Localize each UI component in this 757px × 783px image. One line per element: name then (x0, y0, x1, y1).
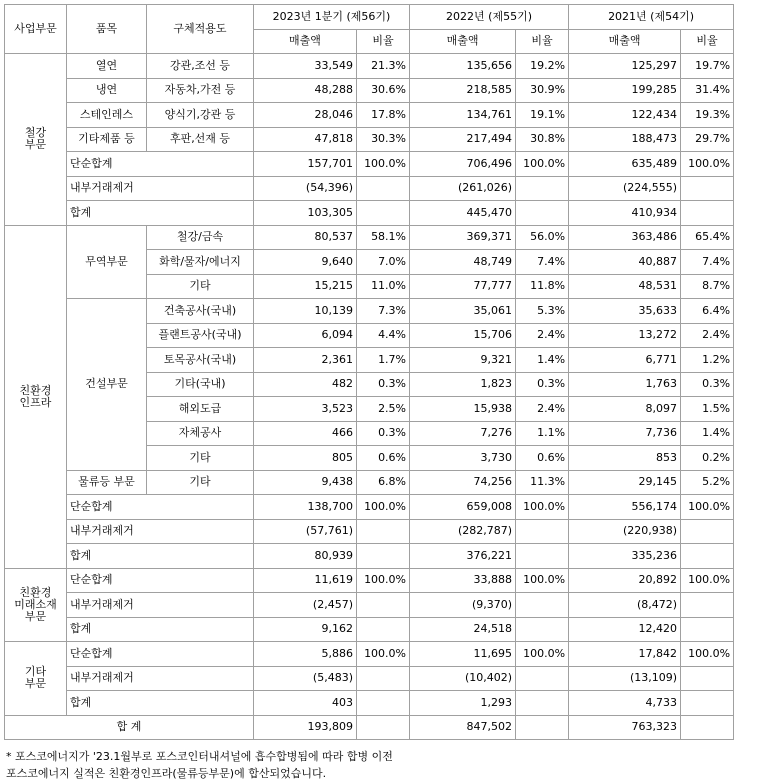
table-body (5, 5, 734, 740)
sales-value: 20,892 (569, 568, 681, 593)
sales-value: 376,221 (410, 544, 516, 569)
segment-label (5, 225, 67, 568)
ratio-value: 31.4% (681, 78, 734, 103)
ratio-value: 100.0% (516, 568, 569, 593)
ratio-value: 2.5% (357, 397, 410, 422)
ratio-value: 21.3% (357, 54, 410, 79)
internal-elim-row (5, 666, 734, 691)
ratio-value (516, 691, 569, 716)
row-label: 내부거래제거 (67, 176, 254, 201)
ratio-value: 7.4% (681, 250, 734, 275)
sales-value: 35,061 (410, 299, 516, 324)
ratio-value (357, 593, 410, 618)
sales-value: 217,494 (410, 127, 516, 152)
sales-value: 6,094 (254, 323, 357, 348)
ratio-value (516, 666, 569, 691)
table-row (5, 78, 734, 103)
sales-value: (8,472) (569, 593, 681, 618)
total-row (5, 201, 734, 226)
usage-cell: 화학/물자/에너지 (147, 250, 254, 275)
row-label: 내부거래제거 (67, 519, 254, 544)
ratio-value: 30.8% (516, 127, 569, 152)
ratio-value: 100.0% (516, 495, 569, 520)
segment-label-line: 부문 (24, 677, 47, 691)
sales-value: 2,361 (254, 348, 357, 373)
ratio-value: 100.0% (357, 568, 410, 593)
sales-value: 9,438 (254, 470, 357, 495)
grand-total-label: 합 계 (5, 715, 254, 740)
usage-cell: 건축공사(국내) (147, 299, 254, 324)
segment-label-line: 친환경 (19, 585, 52, 599)
header-period-2021: 2021년 (제54기) (569, 5, 734, 30)
ratio-value: 2.4% (516, 323, 569, 348)
sales-value: (57,761) (254, 519, 357, 544)
sales-value: 47,818 (254, 127, 357, 152)
sales-value: 74,256 (410, 470, 516, 495)
ratio-value: 100.0% (357, 495, 410, 520)
sales-value: 4,733 (569, 691, 681, 716)
item-cell: 물류등 부문 (67, 470, 147, 495)
ratio-value: 1.4% (681, 421, 734, 446)
internal-elim-row (5, 176, 734, 201)
sales-table (4, 4, 734, 740)
ratio-value: 0.3% (516, 372, 569, 397)
ratio-value (357, 617, 410, 642)
segment-label-line: 친환경 (19, 383, 52, 397)
ratio-value: 11.0% (357, 274, 410, 299)
item-cell: 열연 (67, 54, 147, 79)
header-row-1 (5, 5, 734, 30)
ratio-value: 100.0% (516, 642, 569, 667)
sales-value: 9,162 (254, 617, 357, 642)
usage-cell: 기타 (147, 470, 254, 495)
ratio-value: 100.0% (357, 642, 410, 667)
sales-value: 199,285 (569, 78, 681, 103)
ratio-value: 56.0% (516, 225, 569, 250)
ratio-value: 5.2% (681, 470, 734, 495)
sales-value: 466 (254, 421, 357, 446)
usage-cell: 후판,선재 등 (147, 127, 254, 152)
ratio-value: 1.1% (516, 421, 569, 446)
sales-value: 40,887 (569, 250, 681, 275)
ratio-value: 100.0% (681, 642, 734, 667)
usage-cell: 토목공사(국내) (147, 348, 254, 373)
sales-value: 157,701 (254, 152, 357, 177)
sales-value: 122,434 (569, 103, 681, 128)
ratio-value: 0.6% (357, 446, 410, 471)
sales-value: 7,276 (410, 421, 516, 446)
usage-cell: 철강/금속 (147, 225, 254, 250)
sales-value: 403 (254, 691, 357, 716)
header-ratio: 비율 (681, 29, 734, 54)
sales-value: 15,938 (410, 397, 516, 422)
sales-value: 335,236 (569, 544, 681, 569)
item-cell: 냉연 (67, 78, 147, 103)
table-row (5, 54, 734, 79)
table-row (5, 127, 734, 152)
sales-value: 763,323 (569, 715, 681, 740)
sales-value: 77,777 (410, 274, 516, 299)
ratio-value: 29.7% (681, 127, 734, 152)
ratio-value: 2.4% (516, 397, 569, 422)
ratio-value (516, 617, 569, 642)
ratio-value (516, 593, 569, 618)
total-row (5, 544, 734, 569)
ratio-value: 19.3% (681, 103, 734, 128)
usage-cell: 양식기,강관 등 (147, 103, 254, 128)
internal-elim-row (5, 593, 734, 618)
ratio-value: 11.8% (516, 274, 569, 299)
sales-value: 15,215 (254, 274, 357, 299)
ratio-value (357, 666, 410, 691)
sales-value: (13,109) (569, 666, 681, 691)
subtotal-row (5, 642, 734, 667)
ratio-value: 58.1% (357, 225, 410, 250)
usage-cell: 해외도급 (147, 397, 254, 422)
sales-value: 635,489 (569, 152, 681, 177)
segment-label-line: 부문 (24, 609, 47, 623)
ratio-value: 5.3% (516, 299, 569, 324)
ratio-value: 100.0% (357, 152, 410, 177)
sales-value: 1,293 (410, 691, 516, 716)
sales-value: 11,619 (254, 568, 357, 593)
ratio-value: 7.0% (357, 250, 410, 275)
segment-label (5, 54, 67, 226)
sales-value: 13,272 (569, 323, 681, 348)
row-label: 합계 (67, 617, 254, 642)
sales-value: (54,396) (254, 176, 357, 201)
header-period-2023q1: 2023년 1분기 (제56기) (254, 5, 410, 30)
sales-value: 193,809 (254, 715, 357, 740)
ratio-value (681, 666, 734, 691)
ratio-value (681, 544, 734, 569)
ratio-value: 100.0% (681, 152, 734, 177)
ratio-value: 8.7% (681, 274, 734, 299)
table-row (5, 470, 734, 495)
ratio-value: 0.3% (681, 372, 734, 397)
sales-value: (2,457) (254, 593, 357, 618)
ratio-value (357, 715, 410, 740)
ratio-value: 1.2% (681, 348, 734, 373)
ratio-value (357, 691, 410, 716)
ratio-value (516, 715, 569, 740)
usage-cell: 플랜트공사(국내) (147, 323, 254, 348)
sales-value: 1,763 (569, 372, 681, 397)
subtotal-row (5, 152, 734, 177)
sales-value: 28,046 (254, 103, 357, 128)
ratio-value (516, 176, 569, 201)
item-cell: 기타제품 등 (67, 127, 147, 152)
ratio-value: 1.7% (357, 348, 410, 373)
row-label: 합계 (67, 544, 254, 569)
header-item: 품목 (67, 5, 147, 54)
table-row (5, 299, 734, 324)
total-row (5, 617, 734, 642)
header-usage: 구체적용도 (147, 5, 254, 54)
sales-value: 1,823 (410, 372, 516, 397)
item-cell: 건설부문 (67, 299, 147, 471)
ratio-value: 19.1% (516, 103, 569, 128)
table-row (5, 225, 734, 250)
ratio-value: 0.3% (357, 372, 410, 397)
sales-value: 659,008 (410, 495, 516, 520)
grand-total-row (5, 715, 734, 740)
segment-label (5, 642, 67, 716)
row-label: 합계 (67, 201, 254, 226)
usage-cell: 강관,조선 등 (147, 54, 254, 79)
usage-cell: 기타(국내) (147, 372, 254, 397)
usage-cell: 자동차,가전 등 (147, 78, 254, 103)
ratio-value: 30.6% (357, 78, 410, 103)
sales-value: 482 (254, 372, 357, 397)
row-label: 단순합계 (67, 495, 254, 520)
ratio-value: 100.0% (516, 152, 569, 177)
sales-value: 48,749 (410, 250, 516, 275)
table-row (5, 103, 734, 128)
sales-value: 17,842 (569, 642, 681, 667)
footnote-line: * 포스코에너지가 '23.1월부로 포스코인터내셔널에 흡수합병됨에 따라 합병 이전 (6, 750, 393, 763)
segment-label-line: 기타 (24, 665, 47, 679)
sales-value: 7,736 (569, 421, 681, 446)
header-segment: 사업부문 (5, 5, 67, 54)
usage-cell: 기타 (147, 274, 254, 299)
sales-value: 853 (569, 446, 681, 471)
ratio-value (357, 201, 410, 226)
sales-value: 29,145 (569, 470, 681, 495)
sales-value: 218,585 (410, 78, 516, 103)
sales-value: 15,706 (410, 323, 516, 348)
item-cell: 무역부문 (67, 225, 147, 299)
usage-cell: 자체공사 (147, 421, 254, 446)
ratio-value: 6.4% (681, 299, 734, 324)
sales-value: (261,026) (410, 176, 516, 201)
segment-label-line: 미래소재 (14, 597, 57, 611)
sales-value: 363,486 (569, 225, 681, 250)
header-ratio: 비율 (516, 29, 569, 54)
sales-value: 9,640 (254, 250, 357, 275)
ratio-value: 0.3% (357, 421, 410, 446)
segment-label-line: 부문 (24, 138, 47, 152)
ratio-value (516, 519, 569, 544)
row-label: 내부거래제거 (67, 666, 254, 691)
sales-value: 135,656 (410, 54, 516, 79)
row-label: 내부거래제거 (67, 593, 254, 618)
ratio-value: 1.4% (516, 348, 569, 373)
usage-cell: 기타 (147, 446, 254, 471)
ratio-value: 17.8% (357, 103, 410, 128)
sales-value: 35,633 (569, 299, 681, 324)
sales-value: 9,321 (410, 348, 516, 373)
ratio-value: 100.0% (681, 568, 734, 593)
sales-value: 5,886 (254, 642, 357, 667)
total-row (5, 691, 734, 716)
sales-value: 12,420 (569, 617, 681, 642)
row-label: 합계 (67, 691, 254, 716)
ratio-value (681, 519, 734, 544)
ratio-value (516, 544, 569, 569)
header-sales: 매출액 (254, 29, 357, 54)
sales-value: 6,771 (569, 348, 681, 373)
sales-value: 103,305 (254, 201, 357, 226)
sales-value: 10,139 (254, 299, 357, 324)
sales-value: 48,531 (569, 274, 681, 299)
sales-value: 24,518 (410, 617, 516, 642)
ratio-value (681, 176, 734, 201)
ratio-value: 11.3% (516, 470, 569, 495)
sales-value: 138,700 (254, 495, 357, 520)
ratio-value: 19.2% (516, 54, 569, 79)
sales-value: 8,097 (569, 397, 681, 422)
sales-value: 556,174 (569, 495, 681, 520)
ratio-value (681, 201, 734, 226)
ratio-value (681, 715, 734, 740)
ratio-value: 30.9% (516, 78, 569, 103)
sales-value: 11,695 (410, 642, 516, 667)
sales-value: 706,496 (410, 152, 516, 177)
sales-value: (9,370) (410, 593, 516, 618)
sales-value: 445,470 (410, 201, 516, 226)
sales-value: (224,555) (569, 176, 681, 201)
ratio-value: 2.4% (681, 323, 734, 348)
sales-value: 33,888 (410, 568, 516, 593)
header-period-2022: 2022년 (제55기) (410, 5, 569, 30)
sales-value: 125,297 (569, 54, 681, 79)
ratio-value (357, 519, 410, 544)
header-sales: 매출액 (410, 29, 516, 54)
segment-label (5, 568, 67, 642)
sales-value: (10,402) (410, 666, 516, 691)
footnotes (6, 748, 393, 782)
ratio-value (681, 691, 734, 716)
ratio-value (357, 176, 410, 201)
subtotal-row (5, 568, 734, 593)
item-cell: 스테인레스 (67, 103, 147, 128)
sales-value: (282,787) (410, 519, 516, 544)
ratio-value: 7.4% (516, 250, 569, 275)
row-label: 단순합계 (67, 568, 254, 593)
ratio-value: 6.8% (357, 470, 410, 495)
footnote-line: 포스코에너지 실적은 친환경인프라(물류등부문)에 합산되었습니다. (6, 767, 327, 780)
sales-value: 805 (254, 446, 357, 471)
ratio-value: 7.3% (357, 299, 410, 324)
segment-label-line: 철강 (24, 126, 47, 140)
ratio-value: 100.0% (681, 495, 734, 520)
sales-value: 847,502 (410, 715, 516, 740)
ratio-value: 4.4% (357, 323, 410, 348)
sales-value: (5,483) (254, 666, 357, 691)
internal-elim-row (5, 519, 734, 544)
ratio-value: 30.3% (357, 127, 410, 152)
ratio-value (681, 593, 734, 618)
sales-value: 33,549 (254, 54, 357, 79)
ratio-value: 0.2% (681, 446, 734, 471)
sales-value: 3,523 (254, 397, 357, 422)
header-sales: 매출액 (569, 29, 681, 54)
ratio-value: 65.4% (681, 225, 734, 250)
subtotal-row (5, 495, 734, 520)
ratio-value: 0.6% (516, 446, 569, 471)
sales-value: 80,537 (254, 225, 357, 250)
ratio-value: 19.7% (681, 54, 734, 79)
row-label: 단순합계 (67, 152, 254, 177)
ratio-value: 1.5% (681, 397, 734, 422)
sales-value: 80,939 (254, 544, 357, 569)
segment-label-line: 인프라 (19, 395, 52, 409)
sales-value: (220,938) (569, 519, 681, 544)
sales-value: 3,730 (410, 446, 516, 471)
sales-value: 369,371 (410, 225, 516, 250)
ratio-value (357, 544, 410, 569)
sales-value: 188,473 (569, 127, 681, 152)
sales-value: 410,934 (569, 201, 681, 226)
row-label: 단순합계 (67, 642, 254, 667)
ratio-value (681, 617, 734, 642)
sales-value: 134,761 (410, 103, 516, 128)
sales-value: 48,288 (254, 78, 357, 103)
ratio-value (516, 201, 569, 226)
header-ratio: 비율 (357, 29, 410, 54)
